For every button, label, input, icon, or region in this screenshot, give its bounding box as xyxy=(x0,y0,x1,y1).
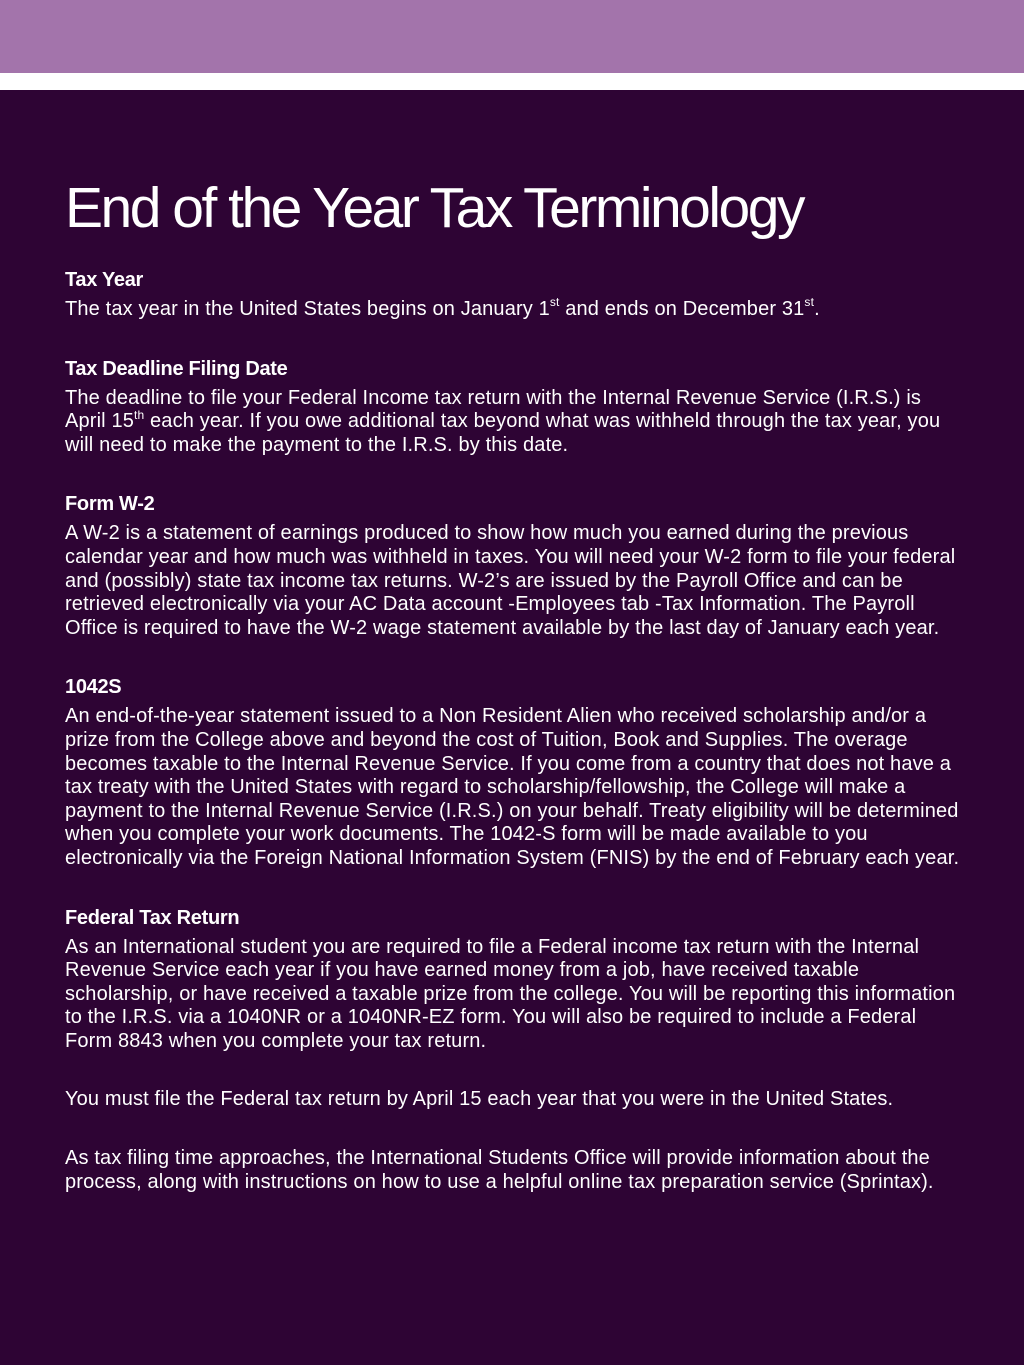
section-heading: Form W-2 xyxy=(65,493,155,516)
ordinal-suffix: st xyxy=(549,295,560,310)
section-body: A W-2 is a statement of earnings produced to show how much you earned during the previous calendar year and how much was withheld in taxes. You will need your W-2 form to file your federal and (possibly) state tax income tax returns. W-2’s are issued by the Payroll Office and can be retrieved electronically via your AC Data account -Employees tab -Tax Information. The Payroll Office is required to have the W-2 wage statement available by the last day of January each year. xyxy=(65,522,956,639)
body-text: and ends on December 31 xyxy=(559,298,805,320)
section-body: As tax filing time approaches, the International Students Office will provide information about the process, along with instructions on how to use a helpful online tax preparation service (Sprintax). xyxy=(65,1147,934,1193)
header-divider xyxy=(0,73,1024,90)
section-body xyxy=(65,387,965,458)
body-text: each year. If you owe additional tax beyond what was withheld through the tax year, you will need to make the payment to the I.R.S. by this date. xyxy=(65,410,941,456)
section-heading: Federal Tax Return xyxy=(65,906,240,929)
section-heading: Tax Year xyxy=(65,269,144,291)
section-body: You must file the Federal tax return by April 15 each year that you were in the United States. xyxy=(65,1088,894,1111)
section-1042s xyxy=(65,675,965,870)
section-body xyxy=(65,295,965,322)
page-title: End of the Year Tax Terminology xyxy=(65,176,803,240)
section-federal-tax-return xyxy=(65,906,965,1054)
section-heading: 1042S xyxy=(65,676,122,699)
body-text: The tax year in the United States begins on January 1 xyxy=(65,298,550,320)
section-sprintax-note xyxy=(65,1147,965,1194)
ordinal-suffix: st xyxy=(804,295,815,310)
body-text: The deadline to file your Federal Income tax return with the Internal Revenue Service (I.R.S.) is April 15 xyxy=(65,386,922,433)
header-band xyxy=(0,0,1024,73)
section-tax-deadline xyxy=(65,357,965,458)
section-form-w2 xyxy=(65,492,965,640)
body-text: . xyxy=(814,298,820,320)
section-body: As an International student you are required to file a Federal income tax return with the Internal Revenue Service each year if you have earned money from a job, have received taxable scholarship, or have received a taxable prize from the college. You will be reporting this information to the I.R.S. via a 1040NR or a 1040NR-EZ form. You will also be required to include a Federal Form 8843 when you complete your tax return. xyxy=(65,935,956,1052)
section-heading: Tax Deadline Filing Date xyxy=(65,357,288,380)
section-body: An end-of-the-year statement issued to a Non Resident Alien who received scholarship and/or a prize from the College above and beyond the cost of Tuition, Book and Supplies. The overage becomes taxable to the Internal Revenue Service. If you come from a country that does not have a tax treaty with the United States with regard to scholarship/fellowship, the College will make a payment to the Internal Revenue Service (I.R.S.) on your behalf. Treaty eligibility will be determined when you complete your work documents. The 1042-S form will be made available to you electronically via the Foreign National Information System (FNIS) by the end of February each year. xyxy=(65,705,960,869)
ordinal-suffix: th xyxy=(134,407,145,422)
section-filing-deadline-note xyxy=(65,1088,965,1112)
section-tax-year xyxy=(65,268,965,322)
slide-content xyxy=(65,168,965,1194)
